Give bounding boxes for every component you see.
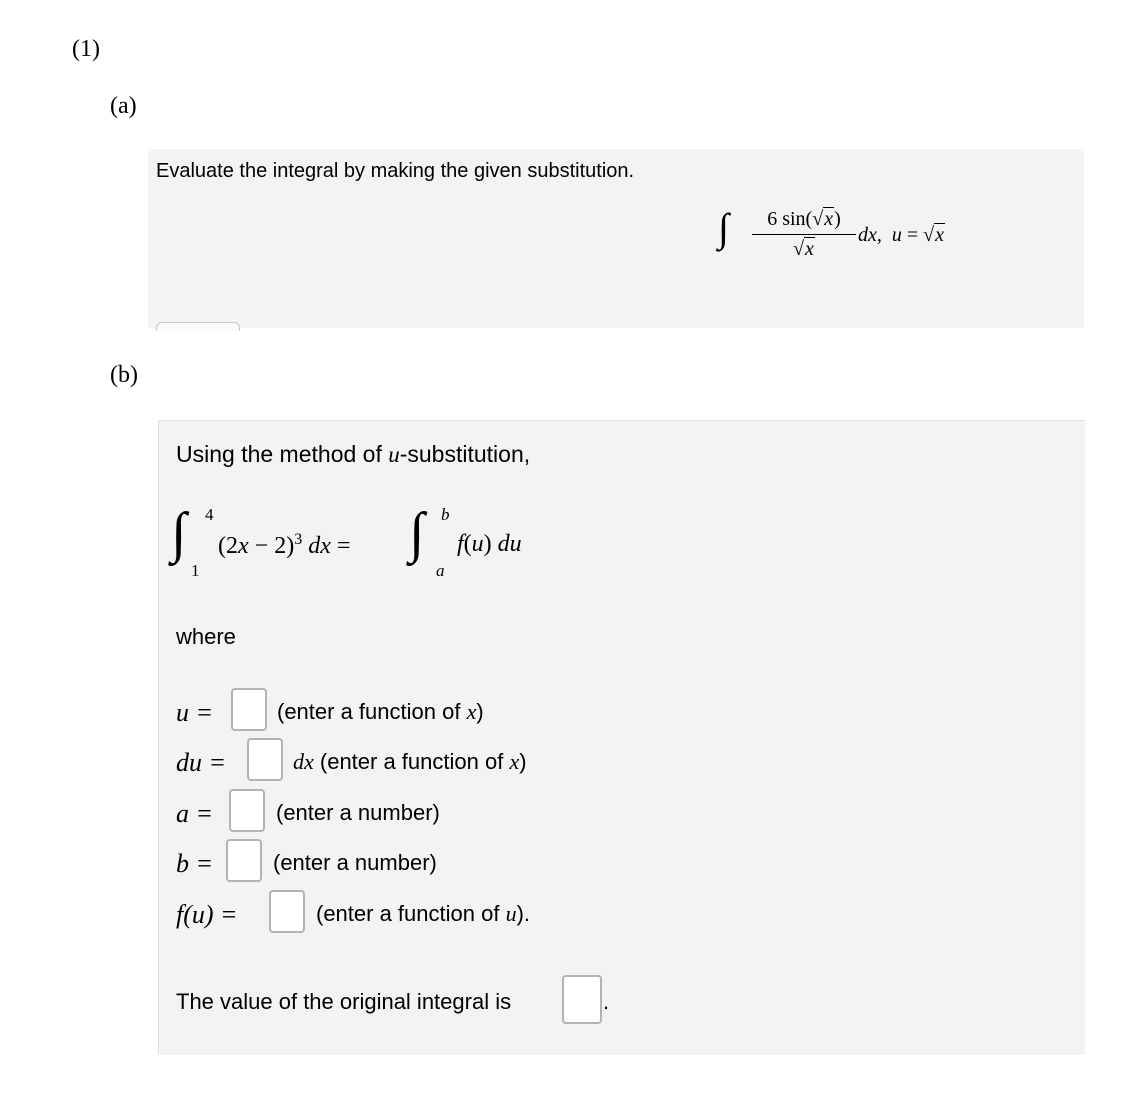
row-b-lhs: b = (176, 849, 214, 878)
part-b-intro: Using the method of u-substitution, (176, 441, 531, 467)
upper-limit-left: 4 (205, 505, 214, 524)
integral-sign: ∫ (718, 205, 729, 250)
row-a-desc: (enter a number) (276, 800, 440, 825)
part-a-prompt: Evaluate the integral by making the given substitution. (156, 160, 635, 182)
row-a-lhs: a = (176, 799, 214, 828)
final-answer-text: The value of the original integral is (176, 989, 512, 1014)
fraction-bar (752, 234, 856, 235)
row-du-desc: dx (enter a function of x) (293, 749, 527, 774)
row-b-desc: (enter a number) (273, 850, 437, 875)
row-u-lhs: u = (176, 698, 214, 727)
integral-sign-right: ∫ (409, 502, 425, 564)
integrand-left: $(2x - 2)^3$ dx = (218, 531, 351, 559)
row-fu-desc: (enter a function of u). (316, 901, 531, 926)
row-fu-lhs: f(u) = (176, 900, 238, 929)
row-du-lhs: du = (176, 748, 227, 777)
problem-number: (1) (72, 36, 100, 62)
a-input[interactable] (229, 789, 265, 832)
fraction-denominator: √x (793, 238, 814, 260)
u-input[interactable] (231, 688, 267, 731)
fu-input[interactable] (269, 890, 305, 933)
answer-tab[interactable] (156, 322, 240, 331)
fraction (752, 206, 856, 261)
where-label: where (176, 624, 236, 649)
final-period: . (603, 989, 610, 1014)
part-a-label: (a) (110, 93, 137, 119)
part-b-label: (b) (110, 362, 138, 388)
integrand-right: f(u) du (457, 531, 522, 557)
b-input[interactable] (226, 839, 262, 882)
upper-limit-right: b (441, 505, 450, 524)
lower-limit-right: a (436, 561, 445, 580)
fraction-numerator: 6 sin(√x) (767, 208, 841, 230)
lower-limit-left: 1 (191, 561, 200, 580)
du-input[interactable] (247, 738, 283, 781)
substitution-text: dx, u = √x (858, 224, 945, 246)
part-b-panel (158, 420, 1085, 1055)
integral-sign-left: ∫ (171, 502, 187, 564)
final-answer-input[interactable] (562, 975, 602, 1024)
row-u-desc: (enter a function of x) (277, 699, 484, 724)
